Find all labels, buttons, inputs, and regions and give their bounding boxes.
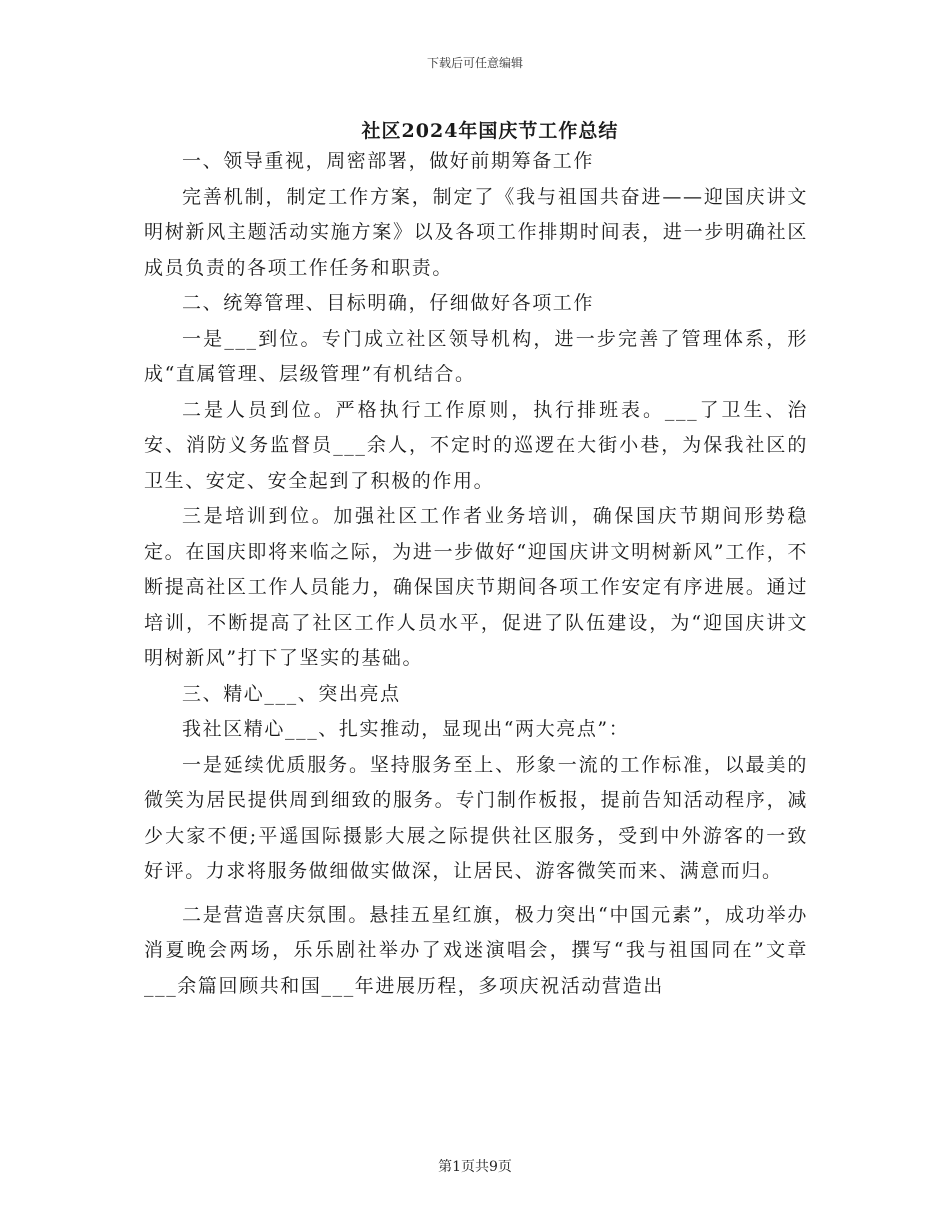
- section-heading-3: 三、精心___、突出亮点: [182, 682, 401, 705]
- body-paragraph: 二是人员到位。严格执行工作原则，执行排班表。___了卫生、治安、消防义务监督员___余人，不定时的巡逻在大街小巷，为保我社区的卫生、安定、安全起到了积极的作用。: [144, 398, 808, 492]
- section-heading-2: 二、统筹管理、目标明确，仔细做好各项工作: [182, 292, 595, 314]
- body-paragraph: 二是营造喜庆氛围。悬挂五星红旗，极力突出“中国元素”，成功举办消夏晚会两场，乐乐剧社举办了戏迷演唱会，撰写“我与祖国同在”文章___余篇回顾共和国___年进展历程，多项庆祝活动营造出: [144, 903, 808, 997]
- section-heading-1: 一、领导重视，周密部署，做好前期筹备工作: [182, 150, 595, 172]
- body-paragraph: 我社区精心___、扎实推动，显现出“两大亮点”：: [182, 718, 630, 740]
- document-body: [144, 144, 808, 1004]
- body-paragraph: 一是___到位。专门成立社区领导机构，进一步完善了管理体系，形成“直属管理、层级管理”有机结合。: [144, 327, 808, 385]
- page-header-note: 下载后可任意编辑: [426, 56, 523, 70]
- body-paragraph: 一是延续优质服务。坚持服务至上、形象一流的工作标准，以最美的微笑为居民提供周到细致的服务。专门制作板报，提前告知活动程序，减少大家不便;平遥国际摄影大展之际提供社区服务，受到中外游客的一致好评。力求将服务做细做实做深，让居民、游客微笑而来、满意而归。: [144, 753, 808, 882]
- body-paragraph: 完善机制，制定工作方案，制定了《我与祖国共奋进——迎国庆讲文明树新风主题活动实施方案》以及各项工作排期时间表，进一步明确社区成员负责的各项工作任务和职责。: [144, 185, 808, 279]
- document-title: 社区2024年国庆节工作总结: [361, 120, 619, 142]
- page-number: 第1页共9页: [438, 1159, 512, 1175]
- body-paragraph: 三是培训到位。加强社区工作者业务培训，确保国庆节期间形势稳定。在国庆即将来临之际，为进一步做好“迎国庆讲文明树新风”工作，不断提高社区工作人员能力，确保国庆节期间各项工作安定有序进展。通过培训，不断提高了社区工作人员水平，促进了队伍建设，为“迎国庆讲文明树新风”打下了坚实的基础。: [144, 505, 808, 669]
